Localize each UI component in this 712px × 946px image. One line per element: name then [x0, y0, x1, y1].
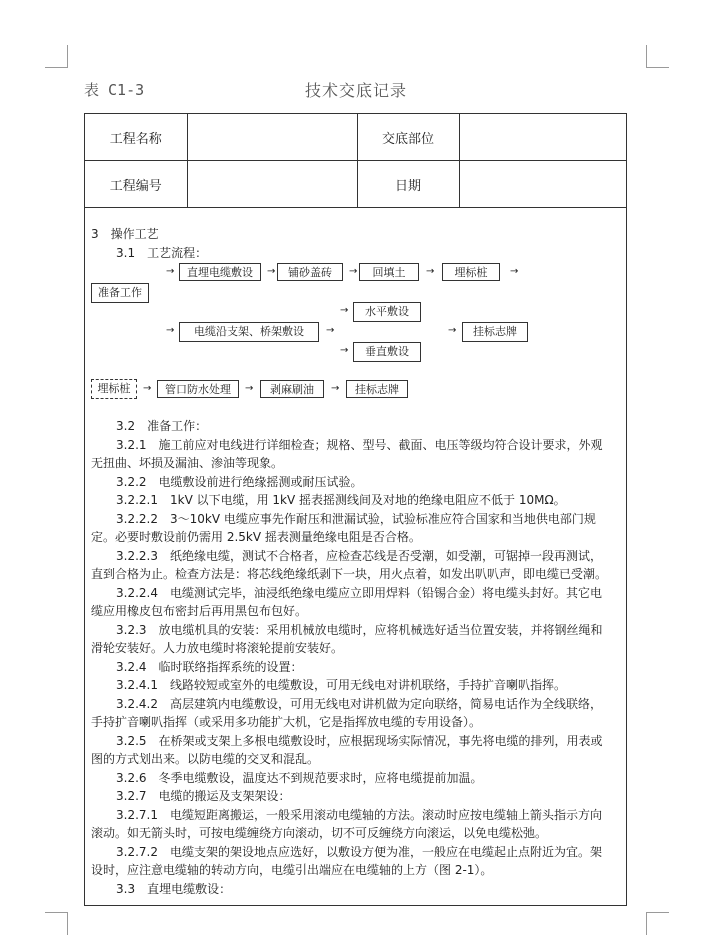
- location-label: 交底部位: [357, 114, 459, 161]
- flow-box-marker-post-2: 埋标桩: [91, 379, 137, 399]
- text-line: 3.2.2.2 3～10kV 电缆应事先作耐压和泄漏试验，试验标准应符合国家和当地供电部门规: [116, 511, 596, 526]
- text-line: 3.2.7.2 电缆支架的架设地点应选好，以敷设方便为准，一般应在电缆起止点附近为宜。架: [116, 844, 602, 859]
- flow-box-tray-laying: 电缆沿支架、桥架敷设: [179, 322, 319, 342]
- text-line: 缆应用橡皮包布密封后再用黑包布包好。: [91, 604, 308, 618]
- text-line: 图的方式划出来。以防电缆的交叉和混乱。: [91, 752, 320, 766]
- flow-box-direct-burial: 直埋电缆敷设: [179, 263, 261, 281]
- content-area: [85, 208, 626, 905]
- text-line: 3.2.5 在桥架或支架上多根电缆敷设时，应根据现场实际情况，事先将电缆的排列，用表或: [116, 733, 603, 748]
- text-line: 直到合格为止。检查方法是：将芯线绝缘纸剥下一块，用火点着，如发出叭叭声，即电缆已受潮。: [91, 567, 608, 581]
- date-label: 日期: [357, 161, 459, 208]
- flow-box-marker-post: 埋标桩: [442, 263, 500, 281]
- flow-arrow: →: [349, 266, 358, 277]
- flow-arrow: →: [326, 325, 335, 336]
- text-line: 3.2.2.1 1kV 以下电缆，用 1kV 摇表摇测线间及对地的绝缘电阻应不低于 10MΩ。: [116, 493, 566, 507]
- process-flow-heading: 3.1 工艺流程：: [116, 246, 208, 260]
- flow-box-strip-paint: 剥麻刷油: [260, 380, 324, 398]
- flow-arrow: →: [340, 305, 349, 316]
- flow-arrow: →: [448, 325, 457, 336]
- text-line: 定。必要时敷设前仍需用 2.5kV 摇表测量绝缘电阻是否合格。: [91, 530, 421, 544]
- flow-box-sand-brick: 铺砂盖砖: [277, 263, 343, 281]
- flow-arrow: →: [426, 266, 435, 277]
- flow-arrow: →: [340, 345, 349, 356]
- flow-arrow: →: [510, 266, 519, 277]
- text-line: 滑轮安装好。人力放电缆时将滚轮提前安装好。: [91, 641, 344, 655]
- location-field[interactable]: [459, 114, 626, 161]
- text-line: 3.2.2.3 纸绝缘电缆，测试不合格者，应检查芯线是否受潮，如受潮，可锯掉一段再测试，: [116, 548, 602, 563]
- crop-mark-bottom-left: [45, 912, 68, 935]
- crop-mark-top-right: [646, 45, 669, 68]
- flow-box-vertical: 垂直敷设: [353, 342, 421, 362]
- flow-box-hang-sign: 挂标志牌: [462, 322, 528, 342]
- flow-arrow: →: [267, 266, 276, 277]
- flow-arrow: →: [166, 325, 175, 336]
- text-line: 3.2.7 电缆的搬运及支架架设：: [116, 789, 291, 803]
- text-line: 3.2.1 施工前应对电线进行详细检查；规格、型号、截面、电压等级均符合设计要求，外观: [116, 437, 603, 452]
- text-line: 3.3 直埋电缆敷设：: [116, 881, 232, 896]
- flow-arrow: →: [331, 383, 340, 394]
- text-line: 设时，应注意电缆轴的转动方向，电缆引出端应在电缆轴的上方（图 2-1）。: [91, 863, 493, 877]
- project-name-field[interactable]: [187, 114, 357, 161]
- text-line: 3.2.7.1 电缆短距离搬运，一般采用滚动电缆轴的方法。滚动时应按电缆轴上箭头指示方向: [116, 807, 602, 822]
- text-line: 3.2.2.4 电缆测试完毕，油浸纸绝缘电缆应立即用焊料（铅锡合金）将电缆头封好。其它电: [116, 585, 602, 600]
- text-line: 无扭曲、坏损及漏油、渗油等现象。: [91, 456, 284, 470]
- text-line: 3.2.2 电缆敷设前进行绝缘摇测或耐压试验。: [116, 474, 363, 489]
- text-line: 3.2 准备工作：: [116, 419, 208, 433]
- crop-mark-top-left: [45, 45, 68, 68]
- flow-box-horizontal: 水平敷设: [353, 302, 421, 322]
- flow-box-waterproof: 管口防水处理: [157, 380, 239, 398]
- project-no-field[interactable]: [187, 161, 357, 208]
- flow-arrow: →: [245, 383, 254, 394]
- text-line: 3.2.4.1 线路较短或室外的电缆敷设，可用无线电对讲机联络，手持扩音喇叭指挥。: [116, 678, 566, 692]
- flow-box-prepare: 准备工作: [91, 283, 149, 303]
- form-number: 表 C1-3: [84, 81, 145, 99]
- flow-box-backfill: 回填土: [359, 263, 419, 281]
- date-field[interactable]: [459, 161, 626, 208]
- text-line: 3.2.6 冬季电缆敷设，温度达不到规范要求时，应将电缆提前加温。: [116, 770, 483, 785]
- text-line: 滚动。如无箭头时，可按电缆缠绕方向滚动，切不可反缠绕方向滚运，以免电缆松弛。: [91, 826, 548, 840]
- flow-arrow: →: [166, 266, 175, 277]
- flow-arrow: →: [143, 383, 152, 394]
- section-heading: 3 操作工艺: [91, 227, 159, 241]
- text-line: 3.2.4 临时联络指挥系统的设置：: [116, 659, 303, 674]
- text-line: 手持扩音喇叭指挥（或采用多功能扩大机，它是指挥放电缆的专用设备）。: [91, 715, 482, 729]
- flow-box-hang-sign-2: 挂标志牌: [346, 380, 408, 398]
- project-no-label: 工程编号: [85, 161, 187, 208]
- document-title: 技术交底记录: [304, 81, 407, 100]
- info-table: [85, 114, 626, 208]
- text-line: 3.2.4.2 高层建筑内电缆敷设，可用无线电对讲机做为定向联络，简易电话作为全线联络，: [116, 696, 602, 711]
- project-name-label: 工程名称: [85, 114, 187, 161]
- crop-mark-bottom-right: [646, 912, 669, 935]
- document-frame: [84, 113, 627, 906]
- text-line: 3.2.3 放电缆机具的安装：采用机械放电缆时，应将机械选好适当位置安装，并将钢丝绳和: [116, 622, 603, 637]
